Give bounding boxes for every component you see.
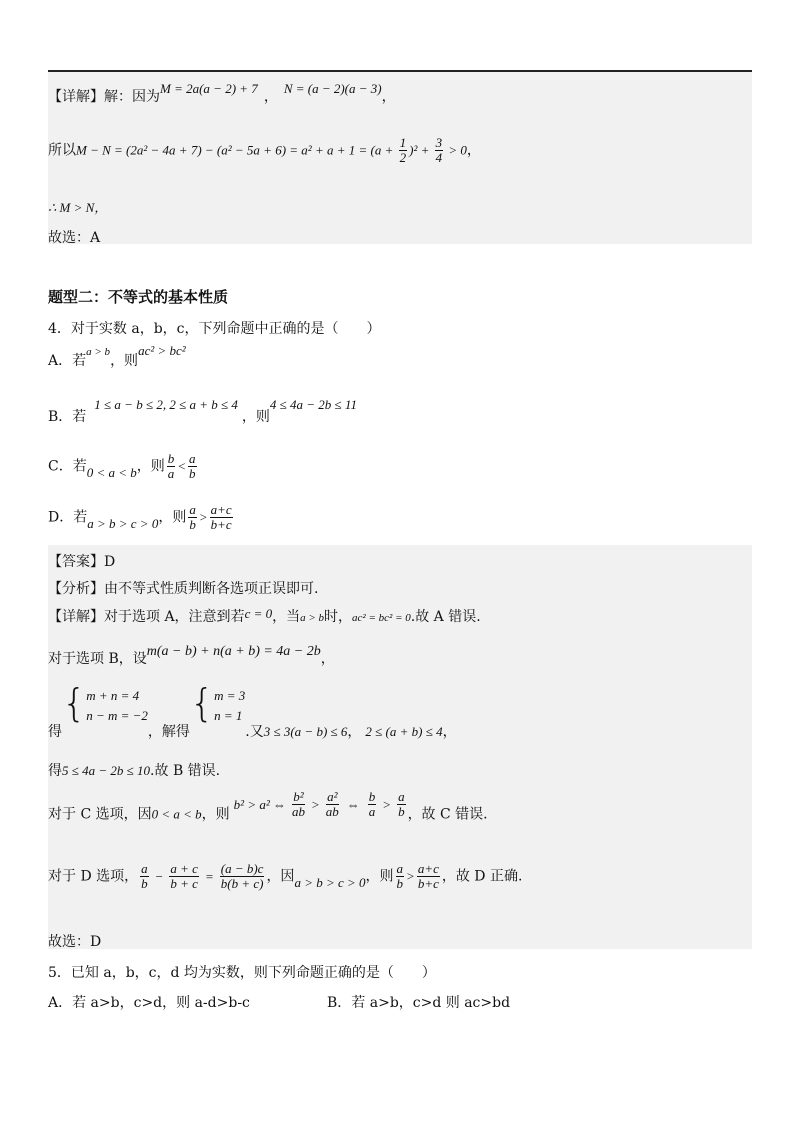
text: 对于选项 B，设 [48, 651, 147, 667]
frac-den: 4 [435, 150, 443, 165]
left-brace: { [189, 681, 215, 725]
text: ，解得 [147, 724, 190, 740]
analysis-line: 【分析】由不等式性质判断各选项正误即可. [48, 581, 319, 597]
math: 3 ≤ 3(a − b) ≤ 6 [263, 724, 348, 739]
left-brace: { [62, 681, 87, 725]
text: ，则 [365, 868, 394, 885]
frac-den: a [167, 466, 175, 481]
text: ，因 [266, 868, 295, 885]
frac-num: a [141, 861, 148, 876]
math: a > b [300, 612, 325, 624]
frac-num: a [189, 502, 196, 517]
system-row: m + n = 4 [86, 688, 140, 703]
math: a > b > c > 0 [294, 874, 366, 890]
math: b² > a² ⇔ [233, 796, 286, 812]
text: 【详解】对于选项 A，注意到若 [48, 609, 245, 625]
so-prefix: 所以 [48, 142, 76, 159]
frac-num: 3 [435, 135, 443, 150]
frac-den: b [396, 876, 404, 891]
text: .又 [245, 724, 264, 740]
frac-den: a [368, 804, 376, 819]
fraction-three-quarters [435, 136, 444, 165]
frac-num: b² [293, 789, 304, 804]
text: 时， [324, 609, 353, 625]
fraction [188, 452, 197, 481]
frac-den: b [398, 804, 405, 819]
system-row: n − m = −2 [86, 708, 148, 723]
q4-option-b [48, 397, 357, 426]
operator: < [177, 458, 187, 474]
solution-line-1 [48, 81, 396, 106]
fraction [210, 503, 233, 532]
expr-N: N = (a − 2)(a − 3) [283, 81, 382, 96]
math: c = 0 [244, 606, 273, 621]
frac-num: a [398, 789, 405, 804]
math: 5 ≤ 4a − 2b ≤ 10 [62, 763, 151, 778]
frac-den: b + c [170, 876, 198, 891]
detail-line-5 [48, 789, 488, 829]
text: .故 B 错误. [150, 763, 221, 779]
math: 0 < a < b [151, 806, 202, 822]
fraction [167, 452, 176, 481]
frac-den: ab [292, 804, 305, 819]
option-label: B．若 [48, 409, 87, 425]
text: ， [347, 724, 362, 740]
operator: ⇔ [346, 796, 360, 812]
text: 得 [48, 763, 62, 779]
fraction [169, 862, 199, 891]
option-b-cond: 1 ≤ a − b ≤ 2, 2 ≤ a + b ≤ 4 [94, 397, 238, 412]
text: 对于 D 选项， [48, 868, 139, 885]
q5-option-b: B．若 a>b，c>d 则 ac>bd [327, 995, 511, 1011]
frac-num: a [189, 451, 196, 466]
fraction-half [399, 136, 408, 165]
q5-option-a: A．若 a>b，c>d，则 a-d>b-c [48, 995, 250, 1011]
text: 得 [48, 724, 62, 740]
q4-option-a [48, 343, 186, 370]
option-label: C．若 [48, 458, 87, 475]
q4-option-c [48, 452, 199, 481]
expr-gt-zero: > 0 [445, 142, 467, 158]
text: .故 A 错误. [410, 609, 481, 625]
q4-option-d [48, 503, 235, 532]
solution-line-2 [48, 136, 481, 165]
fraction [396, 862, 405, 891]
solution-line-4: 故选：A [48, 230, 101, 246]
text: ，故 C 错误. [407, 806, 488, 823]
text: ，当 [272, 609, 301, 625]
frac-num: a [396, 861, 404, 876]
fraction [326, 790, 339, 819]
frac-den: b+c [210, 517, 232, 532]
frac-num: a² [327, 789, 338, 804]
solution-line-3: ∴ M > N， [48, 200, 108, 215]
detail-line-system [48, 681, 457, 740]
option-a-cond: a > b [86, 346, 111, 358]
operator: > [311, 796, 320, 812]
detail-line-6 [48, 862, 522, 891]
frac-den: 2 [399, 150, 407, 165]
final-answer-line: 故选：D [48, 934, 102, 950]
detail-prefix: 【详解】解：因为 [48, 89, 160, 105]
expr-square-open: (a + [370, 142, 397, 158]
answer-line: 【答案】D [48, 554, 116, 570]
section-title: 题型二：不等式的基本性质 [48, 288, 229, 306]
then-text: ，则 [136, 458, 165, 475]
frac-num: b [368, 789, 376, 804]
operator: > [198, 509, 208, 525]
math: ac² = bc² = 0 [352, 612, 411, 624]
math: m(a − b) + n(a + b) = 4a − 2b [146, 644, 321, 659]
option-label: A．若 [48, 353, 87, 369]
system-row: m = 3 [214, 688, 246, 703]
option-a-result: ac² > bc² [138, 343, 186, 358]
frac-num: (a − b)c [220, 861, 264, 876]
then-text: ，则 [110, 353, 139, 369]
text: ，则 [201, 806, 230, 823]
fraction [140, 862, 149, 891]
fraction [368, 790, 377, 819]
then-text: ，则 [158, 509, 187, 526]
option-c-cond: 0 < a < b [86, 464, 137, 480]
then-text: ，则 [241, 409, 270, 425]
fraction [417, 862, 440, 891]
frac-den: ab [325, 804, 339, 819]
system-2 [214, 686, 245, 726]
frac-den: b(b + c) [220, 876, 264, 891]
expr-M: M = 2a(a − 2) + 7 [160, 81, 258, 96]
system-1 [86, 686, 148, 726]
operator: > [406, 868, 415, 884]
option-b-result: 4 ≤ 4a − 2b ≤ 11 [269, 397, 357, 412]
option-label: D．若 [48, 509, 88, 526]
frac-num: a + c [170, 861, 198, 876]
q5-stem: 5．已知 a，b，c，d 均为实数，则下列命题正确的是（ ） [48, 965, 436, 981]
frac-den: b [189, 517, 196, 532]
expr-diff: M − N = (2a² − 4a + 7) − (a² − 5a + 6) = a² + a + 1 = [76, 142, 371, 158]
detail-line-1 [48, 606, 481, 626]
option-d-cond: a > b > c > 0 [87, 515, 159, 531]
frac-num: a+c [417, 861, 439, 876]
fraction [292, 790, 305, 819]
frac-num: a+c [210, 502, 232, 517]
frac-den: b [189, 466, 196, 481]
separator: ， [466, 142, 481, 159]
detail-line-2 [48, 644, 335, 668]
text: ， [442, 724, 457, 740]
separator: ， [263, 89, 278, 105]
operator: = [204, 868, 214, 884]
fraction [220, 862, 265, 891]
operator: > [382, 796, 392, 812]
separator: ， [381, 89, 396, 105]
fraction [188, 503, 197, 532]
frac-num: 1 [399, 135, 407, 150]
text: 对于 C 选项，因 [48, 806, 152, 823]
system-row: n = 1 [214, 708, 243, 723]
math: 2 ≤ (a + b) ≤ 4 [365, 724, 443, 739]
text: ，故 D 正确. [441, 868, 523, 885]
frac-den: b+c [417, 876, 439, 891]
frac-num: b [167, 451, 175, 466]
text: ， [320, 651, 335, 667]
expr-square-close: )² + [409, 142, 433, 158]
operator: − [154, 868, 164, 884]
q4-stem: 4．对于实数 a，b，c，下列命题中正确的是（ ） [48, 321, 381, 337]
detail-line-4 [48, 760, 220, 780]
fraction [397, 790, 406, 819]
frac-den: b [141, 876, 148, 891]
